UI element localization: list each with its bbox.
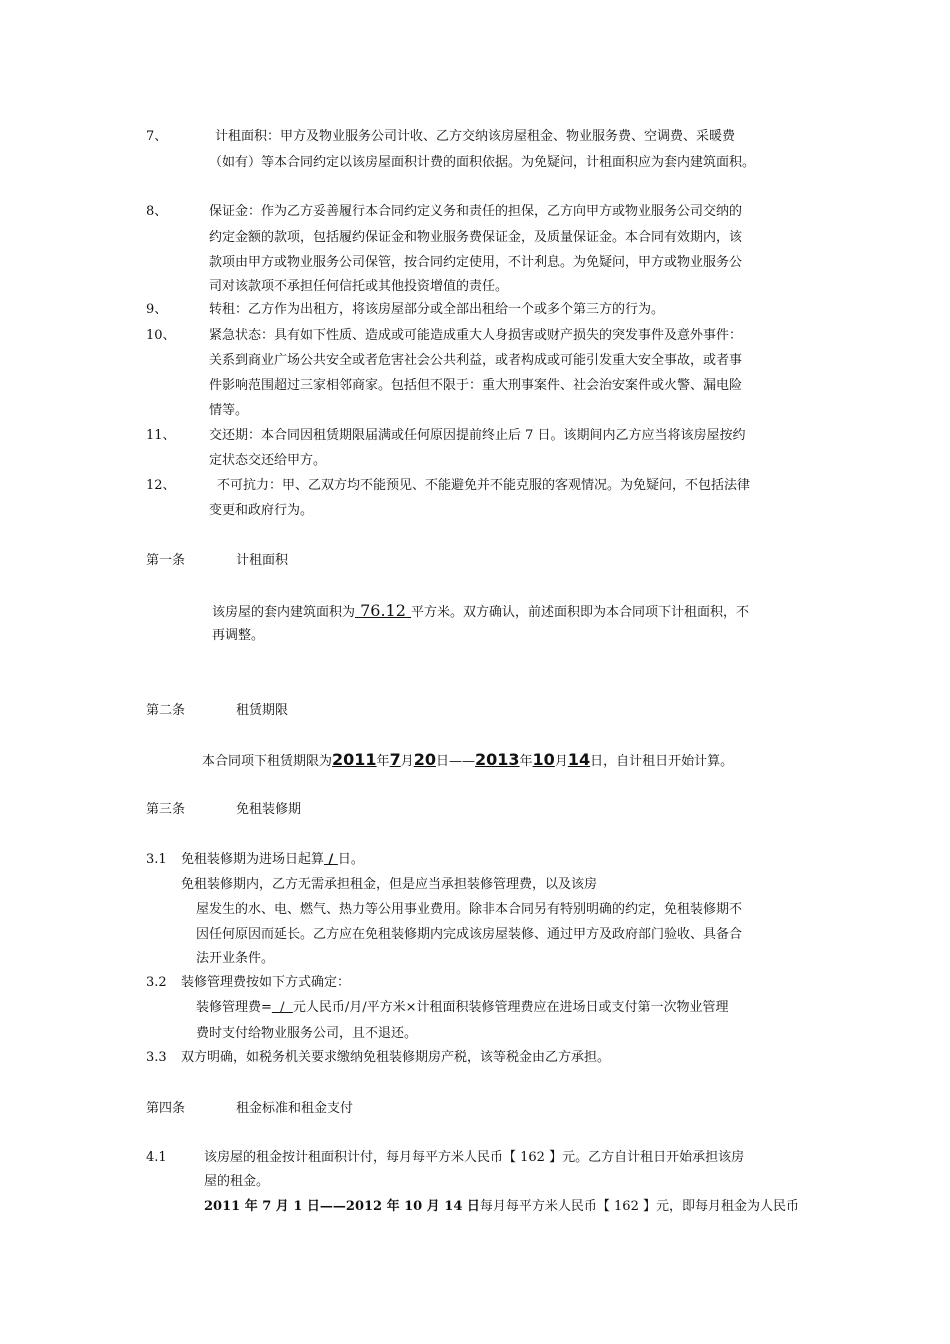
- def7-number: 7、: [146, 129, 168, 144]
- section-4-1-line-2: 屋的租金。: [204, 1174, 270, 1189]
- article-4-label: 第四条: [146, 1101, 186, 1116]
- def8-line-2: 约定金额的款项，包括履约保证金和物业服务费保证金，及质量保证金。本合同有效期内，该: [209, 230, 743, 245]
- def8-line-1: 保证金：作为乙方妥善履行本合同约定义务和责任的担保，乙方向甲方或物业服务公司交纳的: [209, 204, 743, 219]
- def12-number: 12、: [146, 478, 176, 493]
- def9-line-1: 转租：乙方作为出租方，将该房屋部分或全部出租给一个或多个第三方的行为。: [209, 302, 665, 317]
- article-3-title: 免租装修期: [236, 802, 302, 817]
- section-3-3-line-1: 双方明确，如税务机关要求缴纳免租装修期房产税，该等税金由乙方承担。: [181, 1050, 611, 1065]
- def11-line-1: 交还期：本合同因租赁期限届满或任何原因提前终止后 7 日。该期间内乙方应当将该房屋按约: [209, 428, 746, 443]
- area-value: 76.12: [360, 601, 406, 620]
- section-3-1-line-1: 免租装修期为进场日起算 / 日。: [181, 852, 364, 867]
- section-3-2-line-1: 装修管理费按如下方式确定：: [181, 975, 351, 990]
- section-3-3-number: 3.3: [146, 1050, 167, 1065]
- section-4-1-line-1: 该房屋的租金按计租面积计付，每月每平方米人民币【 162 】元。乙方自计租日开始承担该房: [204, 1150, 745, 1165]
- end-year: 2013: [475, 750, 520, 769]
- article-3-label: 第三条: [146, 802, 186, 817]
- section-3-2-number: 3.2: [146, 975, 167, 990]
- def11-number: 11、: [146, 428, 176, 443]
- article-2-line-1: 本合同项下租赁期限为2011年7月20日——2013年10月14日，自计租日开始计算。: [202, 750, 734, 769]
- def7-line-1: 计租面积：甲方及物业服务公司计收、乙方交纳该房屋租金、物业服务费、空调费、采暖费: [215, 129, 736, 144]
- section-3-2-line-3: 费时支付给物业服务公司，且不退还。: [196, 1026, 418, 1041]
- fee-value: /: [280, 1000, 285, 1015]
- def12-line-2: 变更和政府行为。: [209, 503, 314, 518]
- def8-number: 8、: [146, 204, 168, 219]
- section-3-1-line-5: 法开业条件。: [196, 951, 275, 966]
- section-3-1-line-3: 屋发生的水、电、燃气、热力等公用事业费用。除非本合同另有特别明确的约定，免租装修期不: [196, 902, 743, 917]
- article-1-label: 第一条: [146, 553, 186, 568]
- section-4-1-line-3: 2011 年 7 月 1 日——2012 年 10 月 14 日每月每平方米人民币【 162 】元，即每月租金为人民币: [204, 1199, 799, 1214]
- def10-line-1: 紧急状态：具有如下性质、造成或可能造成重大人身损害或财产损失的突发事件及意外事件：: [209, 328, 743, 343]
- section-3-1-line-2: 免租装修期内，乙方无需承担租金，但是应当承担装修管理费，以及该房: [181, 877, 598, 892]
- def9-number: 9、: [146, 302, 168, 317]
- rent-period: 2011 年 7 月 1 日——2012 年 10 月 14 日: [204, 1199, 480, 1214]
- end-day: 14: [567, 750, 591, 769]
- section-3-2-line-2: 装修管理费= / 元人民币/月/平方米×计租面积装修管理费应在进场日或支付第一次物业管理: [196, 1000, 729, 1015]
- article-2-title: 租赁期限: [236, 703, 289, 718]
- section-3-1-line-4: 因任何原因而延长。乙方应在免租装修期内完成该房屋装修、通过甲方及政府部门验收、具备合: [196, 927, 743, 942]
- article-1-line-1: [212, 603, 749, 621]
- def8-line-4: 司对该款项不承担任何信托或其他投资增值的责任。: [209, 279, 509, 294]
- article-4-title: 租金标准和租金支付: [236, 1101, 354, 1116]
- free-period-value: /: [328, 852, 334, 867]
- section-3-1-number: 3.1: [146, 852, 167, 867]
- article-1-post: 平方米。双方确认，前述面积即为本合同项下计租面积，不: [411, 605, 750, 620]
- article-1-title: 计租面积: [236, 553, 289, 568]
- article-1-pre: 该房屋的套内建筑面积为: [212, 605, 356, 620]
- end-month: 10: [532, 750, 555, 769]
- def10-line-2: 关系到商业广场公共安全或者危害社会公共利益，或者构成或可能引发重大安全事故，或者事: [209, 353, 743, 368]
- article-2-label: 第二条: [146, 703, 186, 718]
- start-year: 2011: [332, 750, 377, 769]
- def12-line-1: 不可抗力：甲、乙双方均不能预见、不能避免并不能克服的客观情况。为免疑问，不包括法律: [217, 478, 751, 493]
- section-4-1-number: 4.1: [146, 1150, 167, 1165]
- start-month: 7: [389, 750, 401, 769]
- def10-line-4: 情等。: [209, 403, 249, 418]
- start-day: 20: [413, 750, 436, 769]
- def10-number: 10、: [146, 328, 176, 343]
- def11-line-2: 定状态交还给甲方。: [209, 453, 327, 468]
- def10-line-3: 件影响范围超过三家相邻商家。包括但不限于：重大刑事案件、社会治安案件或火警、漏电险: [209, 378, 743, 393]
- def8-line-3: 款项由甲方或物业服务公司保管，按合同约定使用，不计利息。为免疑问，甲方或物业服务公: [209, 255, 743, 270]
- article-1-line-2: 再调整。: [212, 628, 265, 643]
- def7-line-2: （如有）等本合同约定以该房屋面积计费的面积依据。为免疑问，计租面积应为套内建筑面积。: [209, 155, 756, 170]
